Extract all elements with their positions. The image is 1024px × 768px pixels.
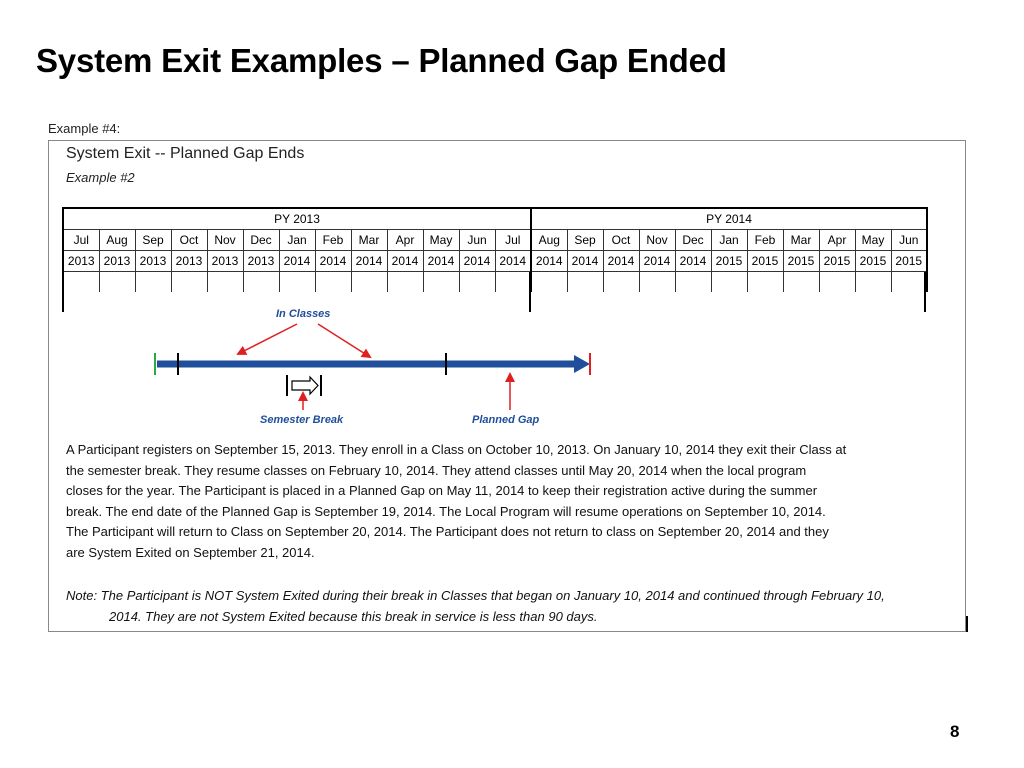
month-cell: Jan xyxy=(711,230,747,251)
figure-subtitle: Example #2 xyxy=(66,170,135,185)
month-cell: Jan xyxy=(279,230,315,251)
description-line: the semester break. They resume classes on February 10, 2014. They attend classes until May 20, 2014 when the local program xyxy=(66,462,807,478)
month-cell: May xyxy=(423,230,459,251)
year-cell: 2013 xyxy=(171,251,207,272)
year-cell: 2013 xyxy=(243,251,279,272)
month-cell: Jun xyxy=(459,230,495,251)
month-cell: Aug xyxy=(99,230,135,251)
note-line-1: Note: The Participant is NOT System Exited during their break in Classes that began on January 10, 2014 and continued through February 10, xyxy=(66,588,885,603)
note-line-2: 2014. They are not System Exited because this break in service is less than 90 days. xyxy=(109,609,598,624)
month-cell: Nov xyxy=(639,230,675,251)
description-line: break. The end date of the Planned Gap is September 19, 2014. The Local Program will resume operations on September 10, 2014. xyxy=(66,503,826,519)
in-classes-pointer-left xyxy=(238,324,297,354)
month-cell: Jun xyxy=(891,230,927,251)
year-cell: 2014 xyxy=(351,251,387,272)
in-classes-label: In Classes xyxy=(276,308,331,320)
description-line: closes for the year. The Participant is placed in a Planned Gap on May 11, 2014 to keep their registration active during the summer xyxy=(66,483,818,499)
description-line: A Participant registers on September 15, 2013. They enroll in a Class on October 10, 2013. On January 10, 2014 they exit their Class at xyxy=(66,442,847,457)
year-cell: 2014 xyxy=(387,251,423,272)
month-cell: Jul xyxy=(63,230,99,251)
year-cell: 2015 xyxy=(747,251,783,272)
year-cell: 2015 xyxy=(783,251,819,272)
month-cell: Sep xyxy=(567,230,603,251)
year-cell: 2015 xyxy=(855,251,891,272)
page-number: 8 xyxy=(950,722,960,741)
month-cell: Apr xyxy=(819,230,855,251)
year-cell: 2014 xyxy=(639,251,675,272)
year-cell: 2013 xyxy=(99,251,135,272)
month-cell: Dec xyxy=(243,230,279,251)
month-cell: Sep xyxy=(135,230,171,251)
description-line: The Participant will return to Class on September 20, 2014. The Participant does not return to class on September 20, 2014 and they xyxy=(66,524,829,540)
month-cell: Jul xyxy=(495,230,531,251)
description-line: are System Exited on September 21, 2014. xyxy=(66,544,315,560)
example-description xyxy=(66,440,936,564)
year-cell: 2014 xyxy=(567,251,603,272)
year-cell: 2014 xyxy=(603,251,639,272)
year-cell: 2013 xyxy=(135,251,171,272)
year-cell: 2014 xyxy=(423,251,459,272)
year-cell: 2014 xyxy=(495,251,531,272)
year-cell: 2015 xyxy=(819,251,855,272)
example-label: Example #4: xyxy=(48,121,121,136)
py-2014-cell: PY 2014 xyxy=(531,208,927,230)
year-cell: 2014 xyxy=(459,251,495,272)
month-cell: Mar xyxy=(783,230,819,251)
month-cell: May xyxy=(855,230,891,251)
month-cell: Feb xyxy=(747,230,783,251)
planned-gap-label: Planned Gap xyxy=(472,414,540,426)
semester-break-label: Semester Break xyxy=(260,414,344,426)
break-arrow-icon xyxy=(292,377,318,394)
month-cell: Mar xyxy=(351,230,387,251)
year-cell: 2015 xyxy=(891,251,927,272)
year-cell: 2015 xyxy=(711,251,747,272)
year-cell: 2014 xyxy=(279,251,315,272)
month-cell: Nov xyxy=(207,230,243,251)
year-cell: 2014 xyxy=(315,251,351,272)
year-cell: 2014 xyxy=(531,251,567,272)
slide-title: System Exit Examples – Planned Gap Ended xyxy=(36,42,727,79)
year-cell: 2013 xyxy=(63,251,99,272)
year-cell: 2013 xyxy=(207,251,243,272)
figure-title: System Exit -- Planned Gap Ends xyxy=(66,145,305,162)
month-cell: Oct xyxy=(171,230,207,251)
month-cell: Oct xyxy=(603,230,639,251)
timeline-arrowhead-icon xyxy=(574,355,590,373)
year-cell: 2014 xyxy=(675,251,711,272)
month-cell: Aug xyxy=(531,230,567,251)
month-cell: Apr xyxy=(387,230,423,251)
month-cell: Feb xyxy=(315,230,351,251)
month-cell: Dec xyxy=(675,230,711,251)
py-2013-cell: PY 2013 xyxy=(63,208,531,230)
example-note xyxy=(66,585,946,627)
in-classes-pointer-right xyxy=(318,324,370,357)
